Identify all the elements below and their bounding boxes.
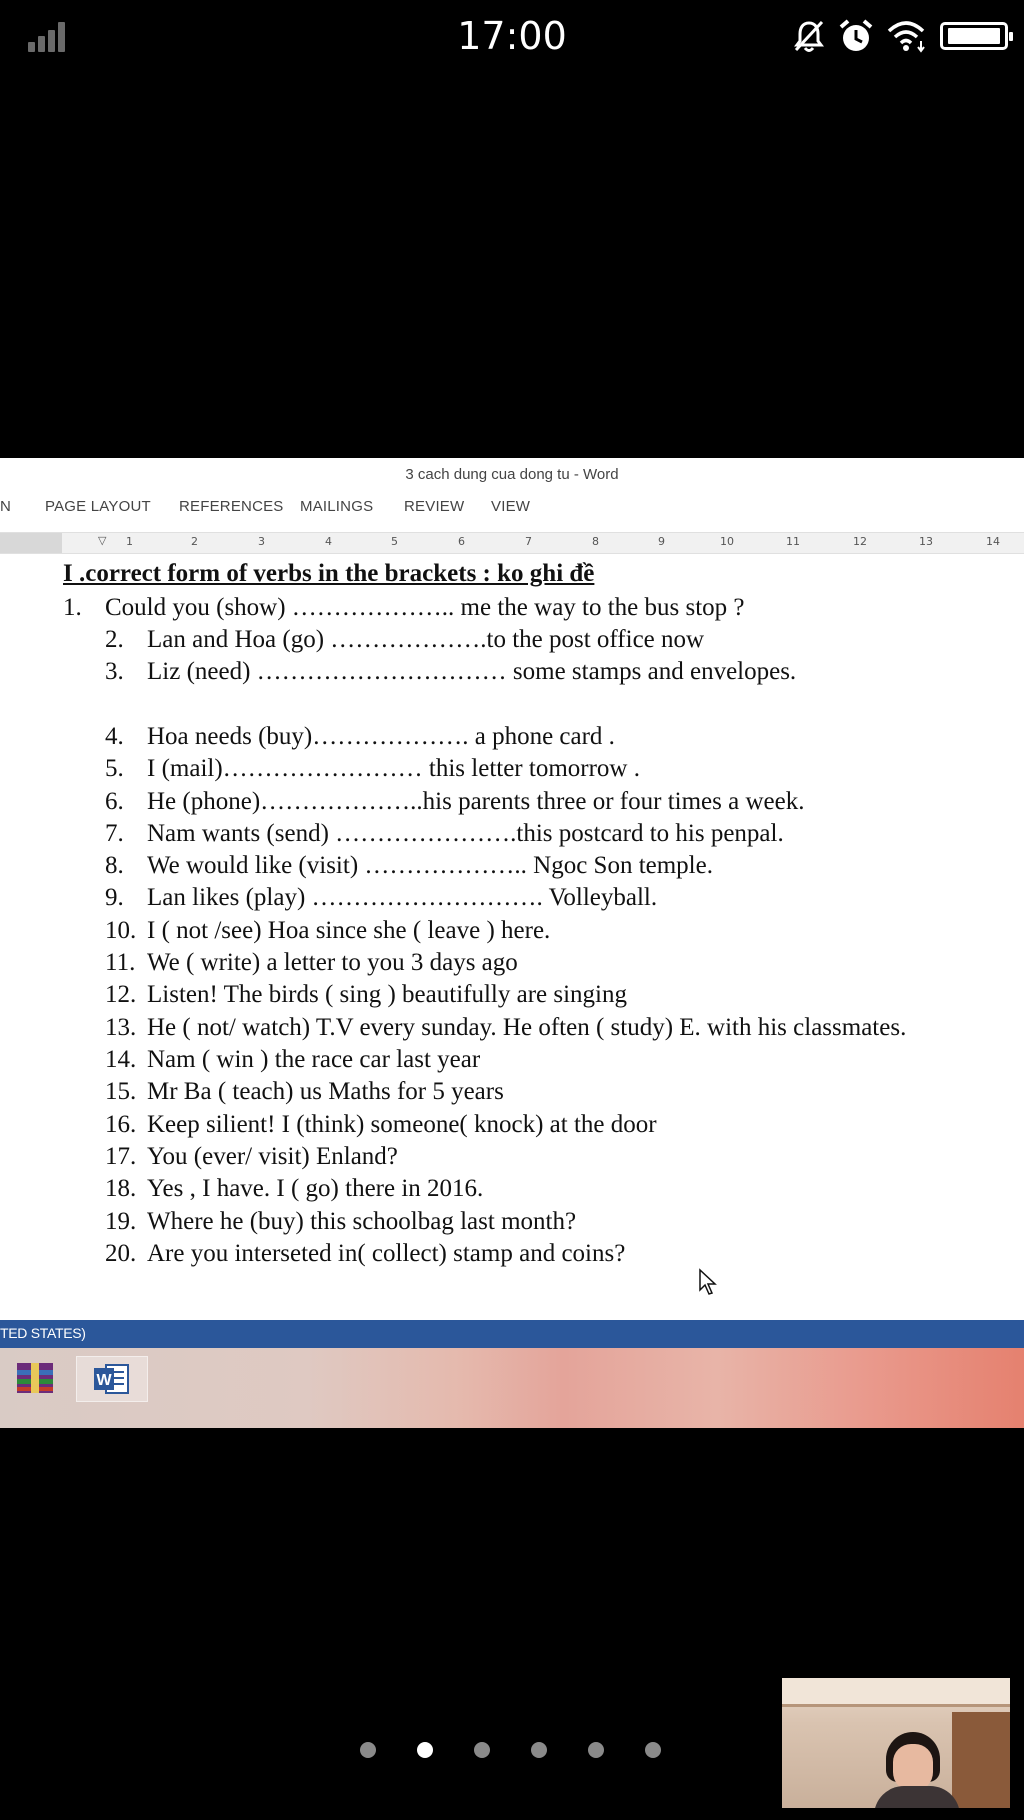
wifi-icon: [886, 19, 928, 53]
exercise-item: 11. We ( write) a letter to you 3 days ago: [105, 949, 518, 976]
exercise-item: 5. I (mail)…………………… this letter tomorrow .: [105, 755, 640, 782]
page-dot-active[interactable]: [417, 1742, 433, 1758]
page-dot[interactable]: [531, 1742, 547, 1758]
exercise-item: 18. Yes , I have. I ( go) there in 2016.: [105, 1175, 484, 1202]
tab-review[interactable]: REVIEW: [404, 498, 465, 515]
language-indicator[interactable]: TED STATES): [0, 1325, 86, 1341]
tab-page-layout[interactable]: PAGE LAYOUT: [45, 498, 151, 515]
ruler-number: 13: [919, 535, 933, 548]
word-icon: [92, 1362, 132, 1396]
mouse-cursor-icon: [698, 1268, 718, 1296]
page-dot[interactable]: [645, 1742, 661, 1758]
clock: 17:00: [457, 14, 567, 58]
exercise-item: 4. Hoa needs (buy)………………. a phone card .: [105, 723, 615, 750]
exercise-item: 15. Mr Ba ( teach) us Maths for 5 years: [105, 1078, 504, 1105]
ruler-number: 7: [525, 535, 532, 548]
tab-mailings[interactable]: MAILINGS: [300, 498, 374, 515]
ruler-number: 8: [592, 535, 599, 548]
page-dot[interactable]: [588, 1742, 604, 1758]
tab-references[interactable]: REFERENCES: [179, 498, 284, 515]
exercise-item: 16. Keep silient! I (think) someone( knock) at the door: [105, 1111, 657, 1138]
exercise-item: 20. Are you interseted in( collect) stamp and coins?: [105, 1240, 626, 1267]
phone-status-bar: [0, 0, 1024, 72]
ruler-number: 6: [458, 535, 465, 548]
svg-text:W: W: [96, 1372, 112, 1389]
status-icons: [792, 14, 1008, 58]
ruler-number: 4: [325, 535, 332, 548]
ruler-number: 14: [986, 535, 1000, 548]
ribbon-tabs: [0, 492, 1024, 526]
exercise-item: 17. You (ever/ visit) Enland?: [105, 1143, 398, 1170]
exercise-item: 2. Lan and Hoa (go) ……………….to the post office now: [105, 626, 705, 653]
ruler[interactable]: [0, 532, 1024, 554]
exercise-item: 9. Lan likes (play) ………………………. Volleyball.: [105, 884, 658, 911]
window-title: 3 cach dung cua dong tu - Word: [405, 466, 619, 483]
mute-icon: [792, 18, 826, 54]
page-indicator[interactable]: [360, 1738, 680, 1762]
ruler-number: 11: [786, 535, 800, 548]
exercise-item: 7. Nam wants (send) ………………….this postcard to his penpal.: [105, 820, 784, 847]
exercise-item: 13. He ( not/ watch) T.V every sunday. He often ( study) E. with his classmates.: [105, 1014, 907, 1041]
ruler-number: 1: [126, 535, 133, 548]
word-taskbar-button[interactable]: [76, 1356, 148, 1402]
alarm-icon: [838, 18, 874, 54]
shared-screen-word-window: [0, 458, 1024, 1428]
presenter-video-thumbnail[interactable]: [782, 1678, 1010, 1808]
exercise-item: 6. He (phone)………………..his parents three or four times a week.: [105, 788, 805, 815]
windows-taskbar: [0, 1348, 1024, 1428]
indent-marker-icon[interactable]: ▽: [98, 535, 107, 547]
exercise-item: 1. Could you (show) ……………….. me the way to the bus stop ?: [63, 594, 745, 621]
winrar-taskbar-button[interactable]: [0, 1356, 70, 1400]
exercise-heading: I .correct form of verbs in the brackets : ko ghi đề: [63, 560, 595, 587]
exercise-item: 3. Liz (need) ………………………… some stamps and envelopes.: [105, 658, 797, 685]
exercise-item: 10. I ( not /see) Hoa since she ( leave ) here.: [105, 917, 551, 944]
ruler-number: 3: [258, 535, 265, 548]
word-status-bar: [0, 1320, 1024, 1348]
exercise-item: 12. Listen! The birds ( sing ) beautifully are singing: [105, 981, 627, 1008]
tab-view[interactable]: VIEW: [491, 498, 531, 515]
page-dot[interactable]: [360, 1742, 376, 1758]
ruler-number: 10: [720, 535, 734, 548]
ruler-number: 12: [853, 535, 867, 548]
tab-partial[interactable]: N: [0, 498, 12, 515]
battery-icon: [940, 22, 1008, 50]
exercise-item: 14. Nam ( win ) the race car last year: [105, 1046, 481, 1073]
winrar-icon: [13, 1361, 57, 1395]
page-dot[interactable]: [474, 1742, 490, 1758]
ruler-number: 9: [658, 535, 665, 548]
ruler-number: 5: [391, 535, 398, 548]
exercise-item: 8. We would like (visit) ……………….. Ngoc Son temple.: [105, 852, 713, 879]
exercise-item: 19. Where he (buy) this schoolbag last month?: [105, 1208, 577, 1235]
ruler-number: 2: [191, 535, 198, 548]
